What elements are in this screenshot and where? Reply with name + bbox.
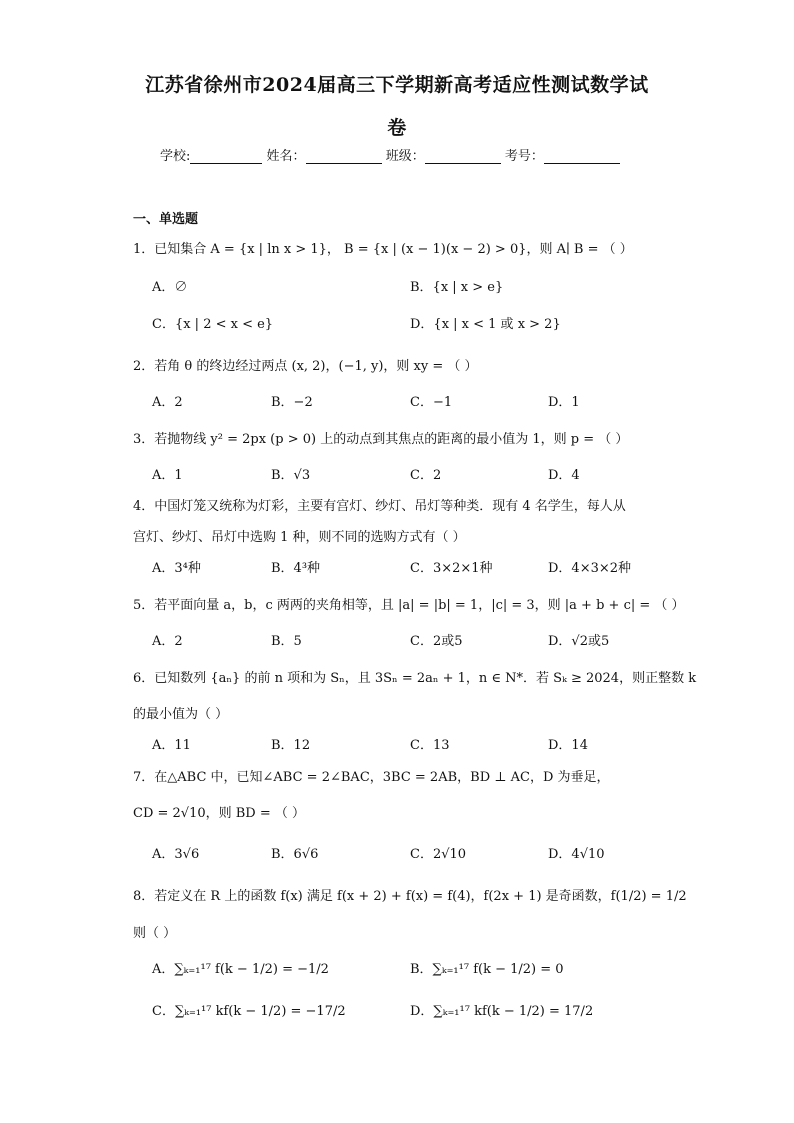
page-title-line2: 卷 xyxy=(387,117,407,139)
q2-option-c: C．−1 xyxy=(410,395,453,410)
q4-option-c: C．3×2×1种 xyxy=(410,561,493,576)
question-4-stem-line2: 宫灯、纱灯、吊灯中选购 1 种，则不同的选购方式有（ ） xyxy=(133,530,466,545)
class-label: 班级： xyxy=(385,149,425,164)
q5-option-b: B．5 xyxy=(271,634,302,649)
question-5-stem: 5．若平面向量 a，b，c 两两的夹角相等，且 |a| = |b| = 1，|c| = 3，则 |a + b + c| = （ ） xyxy=(133,598,685,613)
q6-option-b: B．12 xyxy=(271,738,311,753)
q7-option-d: D．4√10 xyxy=(548,847,605,862)
q6-option-d: D．14 xyxy=(548,738,588,753)
question-2-stem: 2．若角 θ 的终边经过两点 (x, 2)，(−1, y)，则 xy = （ ） xyxy=(133,359,478,374)
name-label: 姓名： xyxy=(266,149,306,164)
q3-option-c: C．2 xyxy=(410,468,442,483)
question-3-stem: 3．若抛物线 y² = 2px (p > 0) 上的动点到其焦点的距离的最小值为 1，则 p = （ ） xyxy=(133,432,629,447)
name-blank[interactable] xyxy=(306,149,382,164)
question-7-stem-line2: CD = 2√10，则 BD = （ ） xyxy=(133,806,306,821)
q2-option-a: A．2 xyxy=(152,395,183,410)
school-blank[interactable] xyxy=(190,149,262,164)
q5-option-a: A．2 xyxy=(152,634,183,649)
q6-option-c: C．13 xyxy=(410,738,450,753)
q5-option-c: C．2或5 xyxy=(410,634,463,649)
q2-option-b: B．−2 xyxy=(271,395,313,410)
school-label: 学校: xyxy=(160,149,191,164)
page-title-line1: 江苏省徐州市2024届高三下学期新高考适应性测试数学试 xyxy=(145,74,649,96)
q8-option-a: A．∑ₖ₌₁¹⁷ f(k − 1/2) = −1/2 xyxy=(152,962,329,977)
question-6-stem-line2: 的最小值为（ ） xyxy=(133,707,229,722)
student-info-fields xyxy=(160,145,620,164)
q8-option-c: C．∑ₖ₌₁¹⁷ kf(k − 1/2) = −17/2 xyxy=(152,1004,346,1019)
question-7-stem-line1: 7．在△ABC 中，已知∠ABC = 2∠BAC，3BC = 2AB，BD ⊥ AC，D 为垂足， xyxy=(133,770,610,785)
question-4-stem-line1: 4．中国灯笼又统称为灯彩，主要有宫灯、纱灯、吊灯等种类．现有 4 名学生，每人从 xyxy=(133,499,626,514)
q2-option-d: D．1 xyxy=(548,395,580,410)
question-8-stem-line2: 则（ ） xyxy=(133,926,177,941)
q3-option-a: A．1 xyxy=(152,468,183,483)
q4-option-a: A．3⁴种 xyxy=(152,561,201,576)
class-blank[interactable] xyxy=(425,149,501,164)
q1-option-b: B．{x | x > e} xyxy=(410,280,504,295)
q3-option-b: B．√3 xyxy=(271,468,311,483)
question-1-stem: 1．已知集合 A = {x | ln x > 1}， B = {x | (x − 1)(x − 2) > 0}，则 A∣ B = （ ） xyxy=(133,242,633,257)
q8-option-b: B．∑ₖ₌₁¹⁷ f(k − 1/2) = 0 xyxy=(410,962,564,977)
exam-number-label: 考号： xyxy=(504,149,544,164)
exam-number-blank[interactable] xyxy=(544,149,620,164)
q3-option-d: D．4 xyxy=(548,468,580,483)
q1-option-d: D．{x | x < 1 或 x > 2} xyxy=(410,317,561,332)
q1-option-a: A．∅ xyxy=(152,280,188,295)
q4-option-b: B．4³种 xyxy=(271,561,321,576)
q8-option-d: D．∑ₖ₌₁¹⁷ kf(k − 1/2) = 17/2 xyxy=(410,1004,594,1019)
question-8-stem-line1: 8．若定义在 R 上的函数 f(x) 满足 f(x + 2) + f(x) = f(4)，f(2x + 1) 是奇函数，f(1/2) = 1/2 xyxy=(133,889,687,904)
q7-option-a: A．3√6 xyxy=(152,847,200,862)
q4-option-d: D．4×3×2种 xyxy=(548,561,632,576)
q7-option-c: C．2√10 xyxy=(410,847,467,862)
q5-option-d: D．√2或5 xyxy=(548,634,610,649)
section-heading: 一、单选题 xyxy=(133,212,199,227)
q6-option-a: A．11 xyxy=(152,738,191,753)
question-6-stem-line1: 6．已知数列 {aₙ} 的前 n 项和为 Sₙ，且 3Sₙ = 2aₙ + 1，n ∈ N*．若 Sₖ ≥ 2024，则正整数 k xyxy=(133,671,697,686)
q1-option-c: C．{x | 2 < x < e} xyxy=(152,317,274,332)
q7-option-b: B．6√6 xyxy=(271,847,319,862)
